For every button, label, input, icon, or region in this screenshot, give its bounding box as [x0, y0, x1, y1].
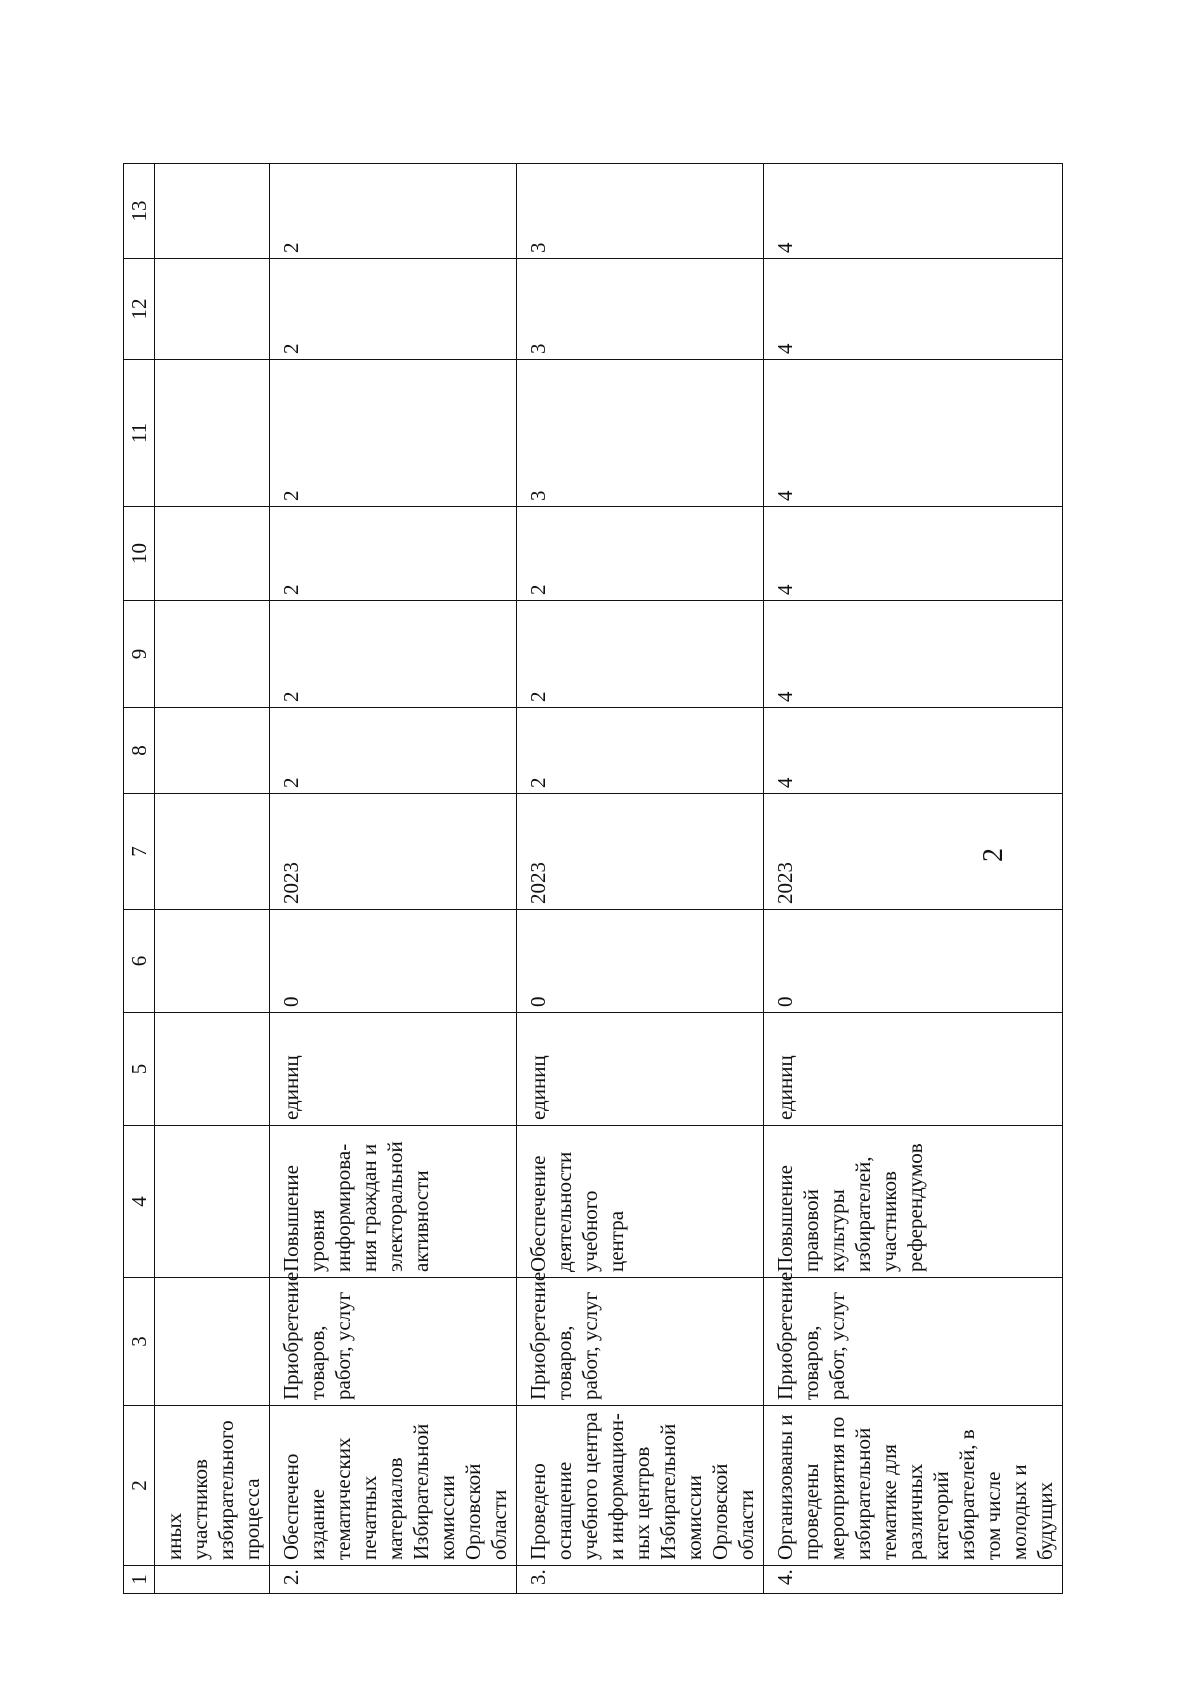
table-cell: [155, 360, 270, 507]
column-header: 6: [124, 910, 155, 1013]
value-cell: 2: [270, 601, 517, 708]
value-cell: 2: [270, 360, 517, 507]
value-cell: 2: [270, 507, 517, 601]
effect-cell: Обеспечение деятельности учебного центра: [517, 1126, 764, 1278]
column-header: 9: [124, 601, 155, 708]
value-cell: 2: [517, 601, 764, 708]
value-cell: 4: [764, 708, 1063, 794]
table-cell: [155, 601, 270, 708]
value-cell: 3: [517, 259, 764, 360]
base-value-cell: 0: [764, 910, 1063, 1013]
table-cell: [155, 708, 270, 794]
column-header: 10: [124, 507, 155, 601]
column-header: 13: [124, 164, 155, 259]
table-row: [764, 164, 1063, 1594]
value-cell: 4: [764, 507, 1063, 601]
result-cell: Организованы и проведены мероприятия по избирательной тематике для различных категорий избирателей, в том числе молодых и будущих: [764, 1406, 1063, 1566]
column-header: 2: [124, 1406, 155, 1566]
table-cell: [155, 259, 270, 360]
effect-cell: Повышение правовой культуры избирателей, участников референдумов: [764, 1126, 1063, 1278]
value-cell: 4: [764, 164, 1063, 259]
unit-cell: единиц: [764, 1013, 1063, 1126]
value-cell: 3: [517, 360, 764, 507]
column-header: 11: [124, 360, 155, 507]
table-cell: [155, 1566, 270, 1594]
column-header: 12: [124, 259, 155, 360]
column-header: 1: [124, 1566, 155, 1594]
column-header: 7: [124, 794, 155, 910]
value-cell: 2: [517, 708, 764, 794]
page-number: 2: [978, 848, 1009, 862]
value-cell: 2: [270, 164, 517, 259]
unit-cell: единиц: [517, 1013, 764, 1126]
table-cell: [155, 164, 270, 259]
continuation-row: [155, 164, 270, 1594]
table-cell: [155, 910, 270, 1013]
table-cell: [155, 1278, 270, 1406]
base-value-cell: 0: [270, 910, 517, 1013]
result-cell: Обеспечено издание тематических печатных материалов Избирательной комиссии Орловской области: [270, 1406, 517, 1566]
type-cell: Приобретение товаров, работ, услуг: [764, 1278, 1063, 1406]
value-cell: 4: [764, 601, 1063, 708]
unit-cell: единиц: [270, 1013, 517, 1126]
table-row: [517, 164, 764, 1594]
effect-cell: Повышение уровня информирова-ния граждан и электоральной активности: [270, 1126, 517, 1278]
row-number: 2.: [270, 1566, 517, 1594]
rotated-page: [123, 200, 1063, 1594]
value-cell: 2: [270, 259, 517, 360]
table-cell: [155, 507, 270, 601]
result-cell: Проведено оснащение учебного центра и информацион-ных центров Избирательной комиссии Орловской области: [517, 1406, 764, 1566]
value-cell: 2: [517, 507, 764, 601]
value-cell: 4: [764, 360, 1063, 507]
table-row: [270, 164, 517, 1594]
header-row: [124, 164, 155, 1594]
base-year-cell: 2023: [517, 794, 764, 910]
value-cell: 3: [517, 164, 764, 259]
base-year-cell: 2023: [764, 794, 1063, 910]
base-value-cell: 0: [517, 910, 764, 1013]
column-header: 3: [124, 1278, 155, 1406]
row-number: 3.: [517, 1566, 764, 1594]
column-header: 4: [124, 1126, 155, 1278]
table-cell: [155, 794, 270, 910]
results-table: [123, 163, 1063, 1594]
base-year-cell: 2023: [270, 794, 517, 910]
value-cell: 4: [764, 259, 1063, 360]
type-cell: Приобретение товаров, работ, услуг: [270, 1278, 517, 1406]
row-number: 4.: [764, 1566, 1063, 1594]
result-cell: иных участников избирательного процесса: [155, 1406, 270, 1566]
type-cell: Приобретение товаров, работ, услуг: [517, 1278, 764, 1406]
column-header: 8: [124, 708, 155, 794]
table-cell: [155, 1013, 270, 1126]
table-cell: [155, 1126, 270, 1278]
column-header: 5: [124, 1013, 155, 1126]
value-cell: 2: [270, 708, 517, 794]
